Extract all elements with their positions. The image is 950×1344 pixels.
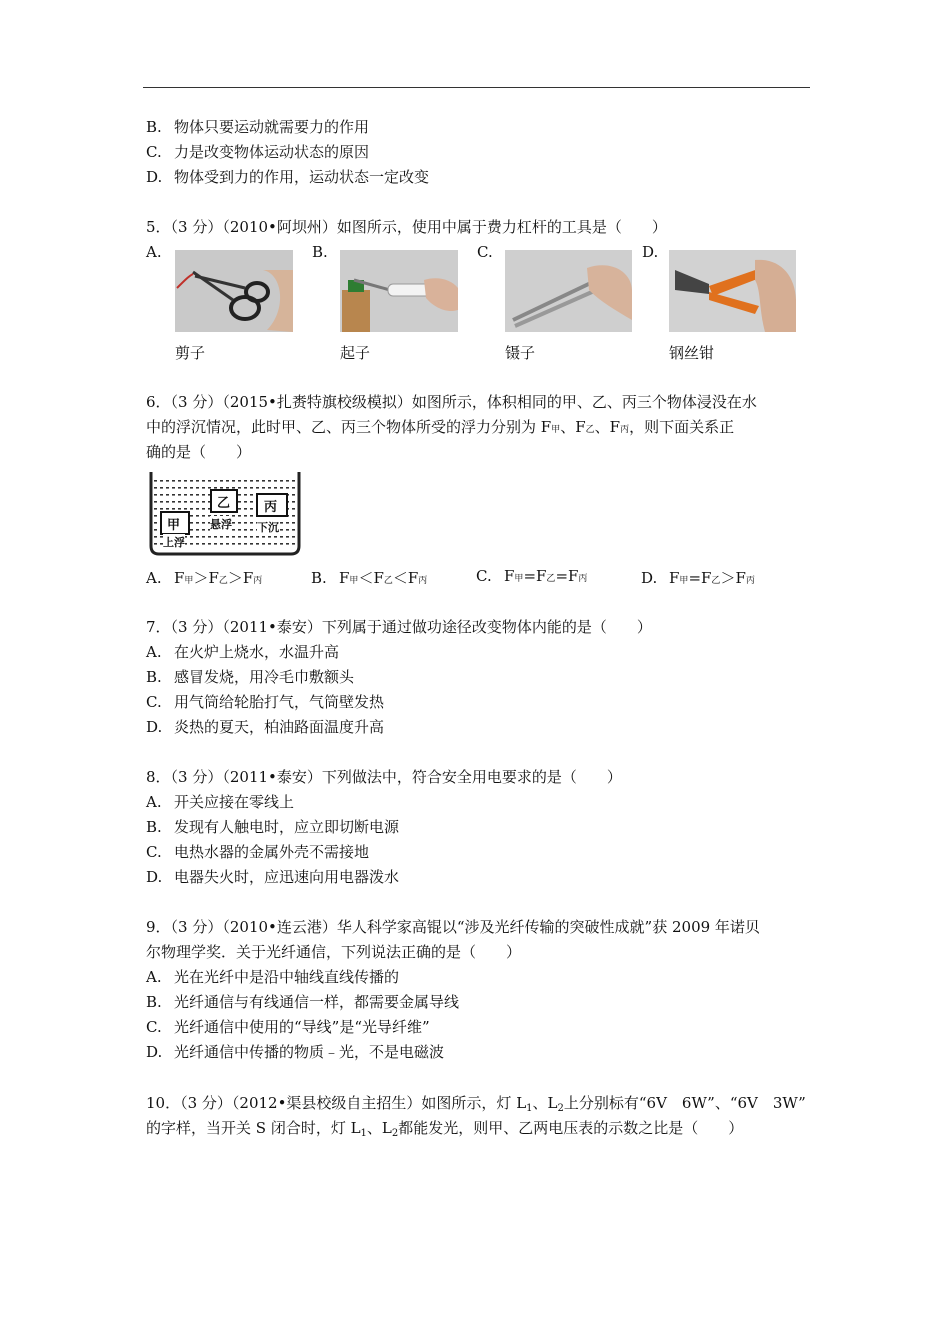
beaker-figure <box>147 470 303 556</box>
q8-option-c: C. 电热水器的金属外壳不需接地 <box>146 843 370 861</box>
q10-stem-line2: 的字样，当开关 S 闭合时，灯 $L_1$、$L_2$都能发光，则甲、乙两电压表的示数之比是（ ） <box>146 1119 744 1139</box>
block-yi: 乙 <box>217 496 231 511</box>
q5-option-b-caption: 起子 <box>340 344 371 362</box>
q6-option-a: A. F甲＞F乙＞F丙 <box>146 569 263 587</box>
q5-option-d-caption: 钢丝钳 <box>669 344 715 362</box>
q5-stem: 5．（3 分）（2010•阿坝州）如图所示，使用中属于费力杠杆的工具是（ ） <box>146 218 667 236</box>
q4-option-c: C. 力是改变物体运动状态的原因 <box>146 143 370 161</box>
q6-option-d: D. F甲=F乙＞F丙 <box>641 569 755 587</box>
q6-option-b: B. F甲＜F乙＜F丙 <box>311 569 428 587</box>
q6-stem-line2: 中的浮沉情况，此时甲、乙、丙三个物体所受的浮力分别为 F甲、F乙、F丙，则下面关系正 <box>146 418 735 436</box>
q5-option-a-caption: 剪子 <box>175 344 206 362</box>
q8-option-b: B. 发现有人触电时，应立即切断电源 <box>146 818 400 836</box>
scissors-photo-icon <box>175 250 293 332</box>
q7-stem: 7．（3 分）（2011•泰安）下列属于通过做功途径改变物体内能的是（ ） <box>146 618 652 636</box>
header-rule <box>143 87 810 88</box>
label-sink: 下沉 <box>257 521 279 534</box>
q5-option-d-letter: D. <box>642 243 659 261</box>
q6-stem-line3: 确的是（ ） <box>146 443 252 461</box>
bottle-opener-photo-icon <box>340 250 458 332</box>
pliers-photo-icon <box>669 250 796 332</box>
q9-option-c: C. 光纤通信中使用的“导线”是“光导纤维” <box>146 1018 430 1036</box>
q5-option-b-letter: B. <box>312 243 328 261</box>
q4-option-d: D. 物体受到力的作用，运动状态一定改变 <box>146 168 430 186</box>
q8-stem: 8．（3 分）（2011•泰安）下列做法中，符合安全用电要求的是（ ） <box>146 768 622 786</box>
q8-option-a: A. 开关应接在零线上 <box>146 793 295 811</box>
q4-option-b: B. 物体只要运动就需要力的作用 <box>146 118 370 136</box>
q9-option-d: D. 光纤通信中传播的物质﹣光，不是电磁波 <box>146 1043 445 1061</box>
q9-stem-line1: 9．（3 分）（2010•连云港）华人科学家高锟以“涉及光纤传输的突破性成就”获 2009 年诺贝 <box>146 918 760 936</box>
block-jia: 甲 <box>167 518 181 533</box>
block-bing: 丙 <box>264 500 278 515</box>
q9-stem-line2: 尔物理学奖．关于光纤通信，下列说法正确的是（ ） <box>146 943 522 961</box>
q5-option-a-letter: A. <box>146 243 162 261</box>
q6-option-c: C. F甲=F乙=F丙 <box>476 567 588 585</box>
q8-option-d: D. 电器失火时，应迅速向用电器泼水 <box>146 868 400 886</box>
tweezers-photo-icon <box>505 250 632 332</box>
q5-option-c-caption: 镊子 <box>505 344 536 362</box>
label-suspend: 悬浮 <box>210 518 232 531</box>
q7-option-c: C. 用气筒给轮胎打气，气筒壁发热 <box>146 693 385 711</box>
q7-option-a: A. 在火炉上烧水，水温升高 <box>146 643 340 661</box>
q10-stem-line1: 10．（3 分）（2012•渠县校级自主招生）如图所示，灯 $L_1$、$L_2$上分别标有“6V 6W”、“6V 3W” <box>146 1094 806 1114</box>
q9-option-b: B. 光纤通信与有线通信一样，都需要金属导线 <box>146 993 460 1011</box>
q9-option-a: A. 光在光纤中是沿中轴线直线传播的 <box>146 968 400 986</box>
q7-option-b: B. 感冒发烧，用冷毛巾敷额头 <box>146 668 355 686</box>
q5-option-c-letter: C. <box>477 243 493 261</box>
q7-option-d: D. 炎热的夏天，柏油路面温度升高 <box>146 718 385 736</box>
label-up: 上浮 <box>163 536 185 549</box>
q6-stem-line1: 6．（3 分）（2015•扎赉特旗校级模拟）如图所示，体积相同的甲、乙、丙三个物体浸没在水 <box>146 393 757 411</box>
